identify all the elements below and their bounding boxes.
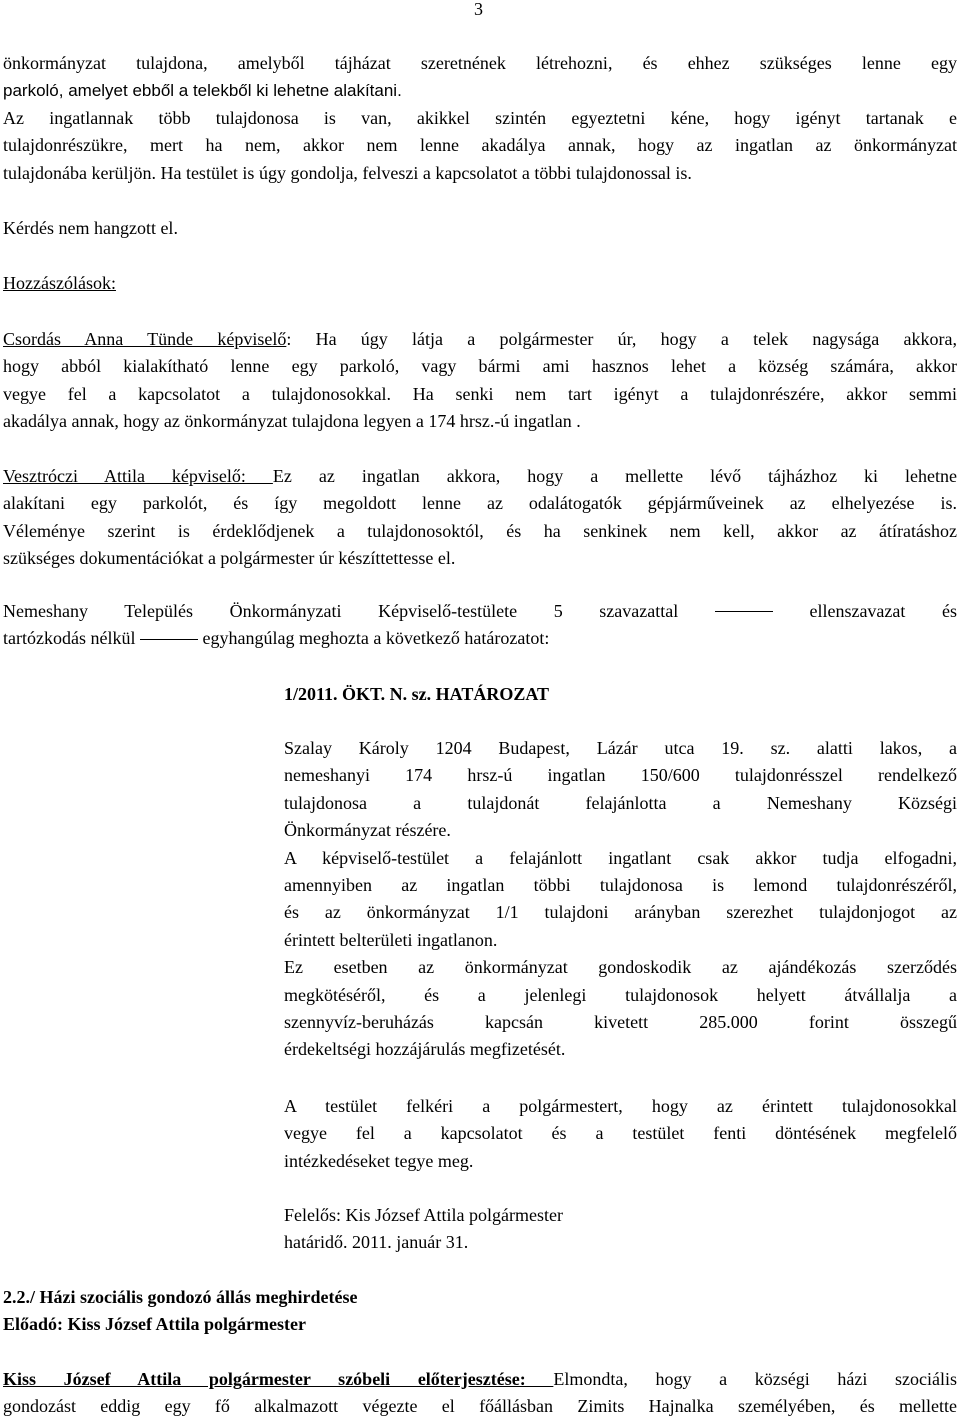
comment-csordas — [3, 326, 957, 436]
presentation-line: gondozást eddig egy fő alkalmazott végezte el főállásban Zimits Hajnalka személyében, és mellette — [3, 1396, 957, 1417]
dash-rule — [140, 639, 198, 640]
resolution-line: és az önkormányzat 1/1 tulajdoni arányban szerezhet tulajdonjogot az — [284, 902, 957, 923]
section-presenter: Előadó: Kiss József Attila polgármester — [3, 1314, 306, 1335]
resolution-line: A képviselő-testület a felajánlott ingatlant csak akkor tudja elfogadni, — [284, 847, 957, 868]
intro-line: tulajdonrészükre, mert ha nem, akkor nem lenne akadálya annak, hogy az ingatlan az önkormányzat — [3, 135, 957, 156]
resolution-line: nemeshanyi 174 hrsz-ú ingatlan 150/600 tulajdonrésszel rendelkező — [284, 765, 957, 786]
resolution-line: A testület felkéri a polgármestert, hogy az érintett tulajdonosokkal — [284, 1096, 957, 1116]
intro-line: önkormányzat tulajdona, amelyből tájházat szeretnének létrehozni, és ehhez szükséges lenne egy — [3, 53, 957, 73]
intro-paragraph — [3, 50, 957, 187]
speaker-name: Vesztróczi Attila képviselő: — [3, 466, 273, 486]
speaker-name: Kiss József Attila polgármester szóbeli előterjesztése: — [3, 1369, 554, 1389]
comment-line: szükséges dokumentációkat a polgármester úr készíttettesse el. — [3, 548, 456, 569]
presentation-paragraph — [3, 1366, 957, 1421]
resolution-request — [284, 1093, 957, 1175]
intro-line: Az ingatlannak több tulajdonosa is van, akikkel szintén egyeztetni kéne, hogy igényt tartanak e — [3, 107, 957, 128]
comments-heading: Hozzászólások: — [3, 273, 116, 293]
deadline-line: határidő. 2011. január 31. — [284, 1232, 469, 1253]
section-title: 2.2./ Házi szociális gondozó állás meghirdetése — [3, 1287, 358, 1307]
vote-text: ellenszavazat és — [809, 601, 957, 621]
no-question-note: Kérdés nem hangzott el. — [3, 218, 178, 238]
resolution-line: tulajdonosa a tulajdonát felajánlotta a Nemeshany Községi — [284, 792, 957, 813]
page-number: 3 — [474, 0, 483, 19]
resolution-line: Szalay Károly 1204 Budapest, Lázár utca 19. sz. alatti lakos, a — [284, 738, 957, 758]
resolution-line: megkötéséről, és a jelenlegi tulajdonosok helyett átvállalja a — [284, 984, 957, 1005]
comment-line: alakítani egy parkolót, és így megoldott lenne az odalátogatók gépjárműveinek az elhelyezése is. — [3, 493, 957, 514]
vote-statement — [3, 598, 957, 653]
vote-text: Nemeshany Település Önkormányzati Képviselő-testülete 5 szavazattal — [3, 601, 679, 621]
resolution-title: 1/2011. ÖKT. N. sz. HATÁROZAT — [284, 684, 550, 704]
resolution-line: amennyiben az ingatlan többi tulajdonosa is lemond tulajdonrészéről, — [284, 875, 957, 896]
comment-line: hogy abból kialakítható lenne egy parkoló, vagy bármi ami hasznos lehet a község számára, akkor — [3, 356, 957, 377]
comment-vesztroczi — [3, 463, 957, 573]
comment-text: Ez az ingatlan akkora, hogy a mellette lévő tájházhoz ki lehetne — [272, 466, 957, 486]
comment-line: Véleménye szerint is érdeklődjenek a tulajdonosoktól, és ha senkinek nem kell, akkor az átíratáshoz — [3, 520, 957, 541]
section-heading — [3, 1284, 957, 1339]
resolution-line: szennyvíz-beruházás kapcsán kivetett 285.000 forint összegű — [284, 1012, 957, 1033]
comment-text: : Ha úgy látja a polgármester úr, hogy a telek nagysága akkora, — [286, 329, 957, 349]
intro-line: parkoló, amelyet ebből a telekből ki lehetne alakítani. — [3, 81, 402, 101]
comments-heading-wrap — [3, 270, 957, 297]
resolution-line: Ez esetben az önkormányzat gondoskodik az ajándékozás szerződés — [284, 957, 957, 978]
vote-text: tartózkodás nélkül — [3, 628, 136, 649]
resolution-body — [284, 735, 957, 1064]
resolution-responsibility — [284, 1202, 957, 1257]
resolution-line: vegye fel a kapcsolatot és a testület fenti döntésének megfelelő — [284, 1123, 957, 1144]
resolution-line: Önkormányzat részére. — [284, 820, 451, 841]
resolution-line: érdekeltségi hozzájárulás megfizetését. — [284, 1039, 566, 1060]
presentation-text: Elmondta, hogy a községi házi szociális — [553, 1369, 957, 1389]
resolution-line: érintett belterületi ingatlanon. — [284, 929, 498, 950]
comment-line: vegye fel a kapcsolatot a tulajdonosokkal. Ha senki nem tart igényt a tulajdonrészére, akkor semmi — [3, 383, 957, 404]
intro-line: tulajdonába kerüljön. Ha testület is úgy gondolja, felveszi a kapcsolatot a többi tulajdonossal is. — [3, 162, 692, 183]
responsible-line: Felelős: Kis József Attila polgármester — [284, 1205, 563, 1225]
resolution-line: intézkedéseket tegye meg. — [284, 1150, 474, 1171]
speaker-name: Csordás Anna Tünde képviselő — [3, 329, 287, 349]
vote-text: egyhangúlag meghozta a következő határozatot: — [202, 628, 550, 649]
comment-line: akadálya annak, hogy az önkormányzat tulajdona legyen a 174 hrsz.-ú ingatlan . — [3, 411, 581, 432]
dash-rule — [715, 611, 773, 612]
